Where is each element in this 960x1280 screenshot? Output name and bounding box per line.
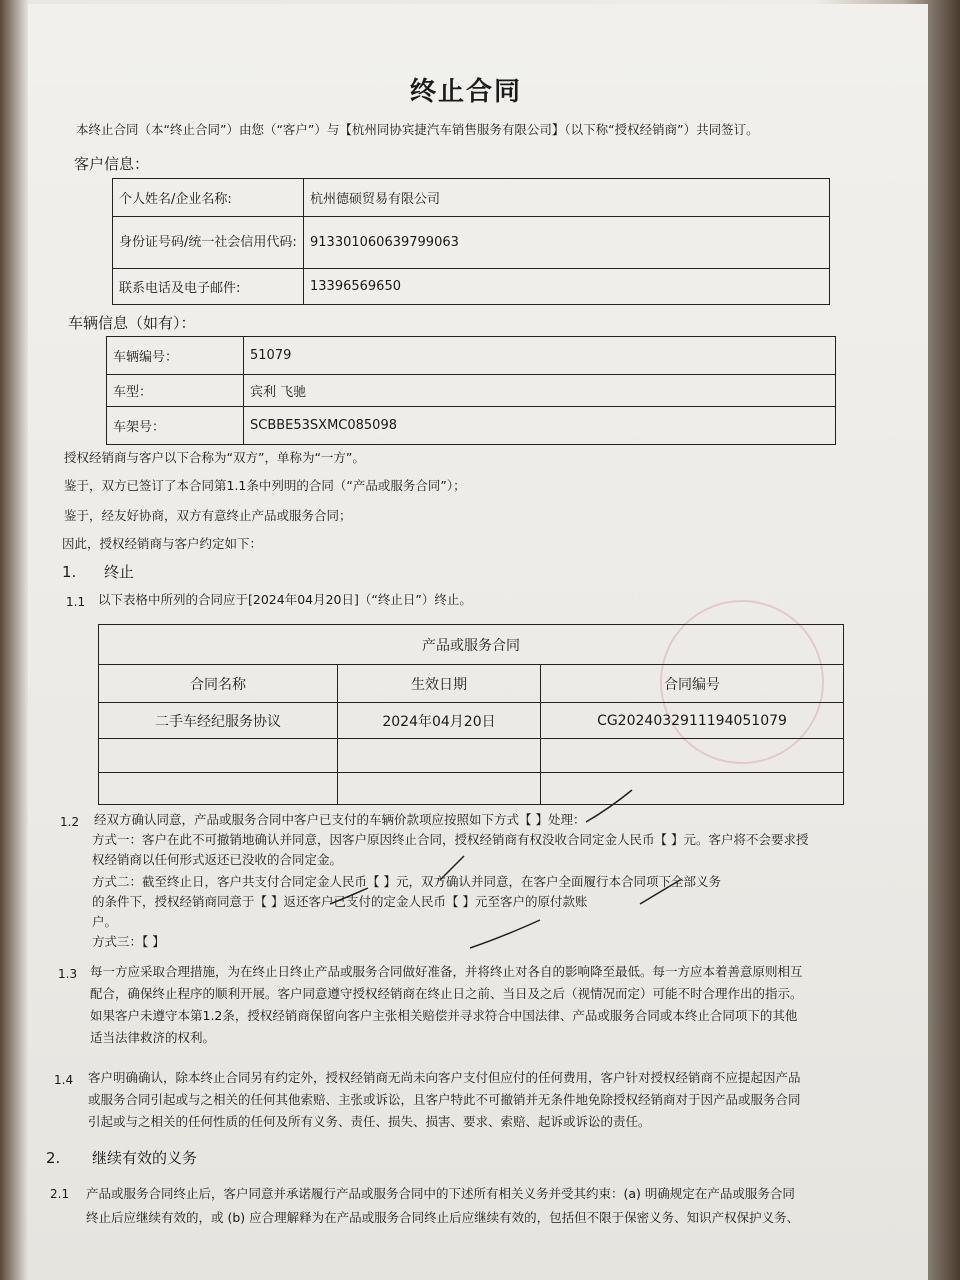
whereas-paragraph-1: 鉴于，双方已签订了本合同第1.1条中列明的合同（“产品或服务合同”）； xyxy=(64,478,466,493)
clause-1-1-text: 以下表格中所列的合同应于[2024年04月20日]（“终止日”）终止。 xyxy=(98,592,472,607)
whereas-paragraph-2: 鉴于，经友好协商，双方有意终止产品或服务合同； xyxy=(64,508,352,523)
table-header-cell: 合同名称 xyxy=(99,665,338,703)
parties-paragraph: 授权经销商与客户以下合称为“双方”，单称为“一方”。 xyxy=(64,450,365,465)
clause-1-2-number: 1.2 xyxy=(60,815,80,829)
vehicle-value: SCBBE53SXMC085098 xyxy=(244,407,836,445)
clause-1-1-number: 1.1 xyxy=(66,595,86,609)
vehicle-label: 车型： xyxy=(107,375,244,407)
table-header-cell: 生效日期 xyxy=(338,665,541,703)
section-2-number: 2. xyxy=(46,1149,61,1167)
therefore-paragraph: 因此，授权经销商与客户约定如下： xyxy=(62,536,263,551)
table-caption: 产品或服务合同 xyxy=(99,625,844,665)
clause-1-4-line: 引起或与之相关的任何性质的任何及所有义务、责任、损失、损害、要求、索赔、起诉或诉讼的责任。 xyxy=(88,1114,651,1129)
clause-2-1-line: 终止后应继续有效的，或 (b) 应合理解释为在产品或服务合同终止后应继续有效的，包括但不限于保密义务、知识产权保护义务、 xyxy=(86,1210,800,1225)
customer-value: 13396569650 xyxy=(304,269,830,305)
clause-1-3-number: 1.3 xyxy=(58,967,78,981)
option-1-line-1: 方式一：客户在此不可撤销地确认并同意，因客户原因终止合同，授权经销商有权没收合同定金人民币【 】元。客户将不会要求授 xyxy=(92,832,809,847)
clause-1-4-line: 或服务合同引起或与之相关的任何其他索赔、主张或诉讼，且客户特此不可撤销并无条件地免除授权经销商对于因产品或服务合同 xyxy=(88,1092,801,1107)
table-cell: 二手车经纪服务协议 xyxy=(99,703,338,739)
clause-2-1-number: 2.1 xyxy=(50,1187,70,1201)
table-header-cell: 合同编号 xyxy=(541,665,844,703)
customer-label: 联系电话及电子邮件: xyxy=(113,269,304,305)
customer-value: 杭州德硕贸易有限公司 xyxy=(304,179,830,217)
option-3-line: 方式三：【 】 xyxy=(92,934,165,949)
table-cell: CG20240329111940510​79 xyxy=(541,703,844,739)
customer-info-heading: 客户信息： xyxy=(74,155,150,173)
vehicle-info-heading: 车辆信息（如有）： xyxy=(68,314,196,332)
document-title: 终止合同 xyxy=(410,77,523,107)
option-2-line-3: 户。 xyxy=(92,914,118,929)
vehicle-value: 宾利 飞驰 xyxy=(244,375,836,407)
clause-1-3-line: 适当法律救济的权利。 xyxy=(90,1030,216,1045)
vehicle-value: 51079 xyxy=(244,337,836,375)
clause-1-4-number: 1.4 xyxy=(54,1073,74,1087)
clause-1-3-line: 每一方应采取合理措施，为在终止日终止产品或服务合同做好准备，并将终止对各自的影响降至最低。每一方应本着善意原则相互 xyxy=(90,964,803,979)
customer-label: 身份证号码/统一社会信用代码: xyxy=(113,217,304,269)
customer-value: 913301060639799063 xyxy=(304,217,830,269)
option-2-line-2: 的条件下，授权经销商同意于【 】返还客户已支付的定金人民币【 】元至客户的原付款账 xyxy=(92,894,588,909)
intro-paragraph: 本终止合同（本“终止合同”）由您（“客户”）与【杭州同协宾捷汽车销售服务有限公司】（以下称“授权经销商”）共同签订。 xyxy=(76,122,759,137)
vehicle-label: 车辆编号： xyxy=(107,337,244,375)
section-1-title: 终止 xyxy=(104,563,135,581)
clause-1-2-text: 经双方确认同意，产品或服务合同中客户已支付的车辆价款项应按照如下方式【 】处理： xyxy=(94,812,586,827)
section-1-number: 1. xyxy=(62,563,77,581)
vehicle-label: 车架号： xyxy=(107,407,244,445)
customer-label: 个人姓名/企业名称: xyxy=(113,179,304,217)
option-1-line-2: 权经销商以任何形式返还已没收的合同定金。 xyxy=(92,852,343,867)
table-cell: 2024年04月20日 xyxy=(338,703,541,739)
clause-1-4-line: 客户明确确认，除本终止合同另有约定外，授权经销商无尚未向客户支付但应付的任何费用，客户针对授权经销商不应提起因产品 xyxy=(88,1070,801,1085)
clause-1-3-line: 配合，确保终止程序的顺利开展。客户同意遵守授权经销商在终止日之前、当日及之后（视情况而定）可能不时合理作出的指示。 xyxy=(90,986,803,1001)
clause-2-1-line: 产品或服务合同终止后，客户同意并承诺履行产品或服务合同中的下述所有相关义务并受其约束：(a) 明确规定在产品或服务合同 xyxy=(86,1186,795,1201)
clause-1-3-line: 如果客户未遵守本第1.2条，授权经销商保留向客户主张相关赔偿并寻求符合中国法律、产品或服务合同或本终止合同项下的其他 xyxy=(90,1008,798,1023)
section-2-title: 继续有效的义务 xyxy=(92,1149,198,1167)
option-2-line-1: 方式二：截至终止日，客户共支付合同定金人民币【 】元，双方确认并同意，在客户全面履行本合同项下全部义务 xyxy=(92,874,721,889)
